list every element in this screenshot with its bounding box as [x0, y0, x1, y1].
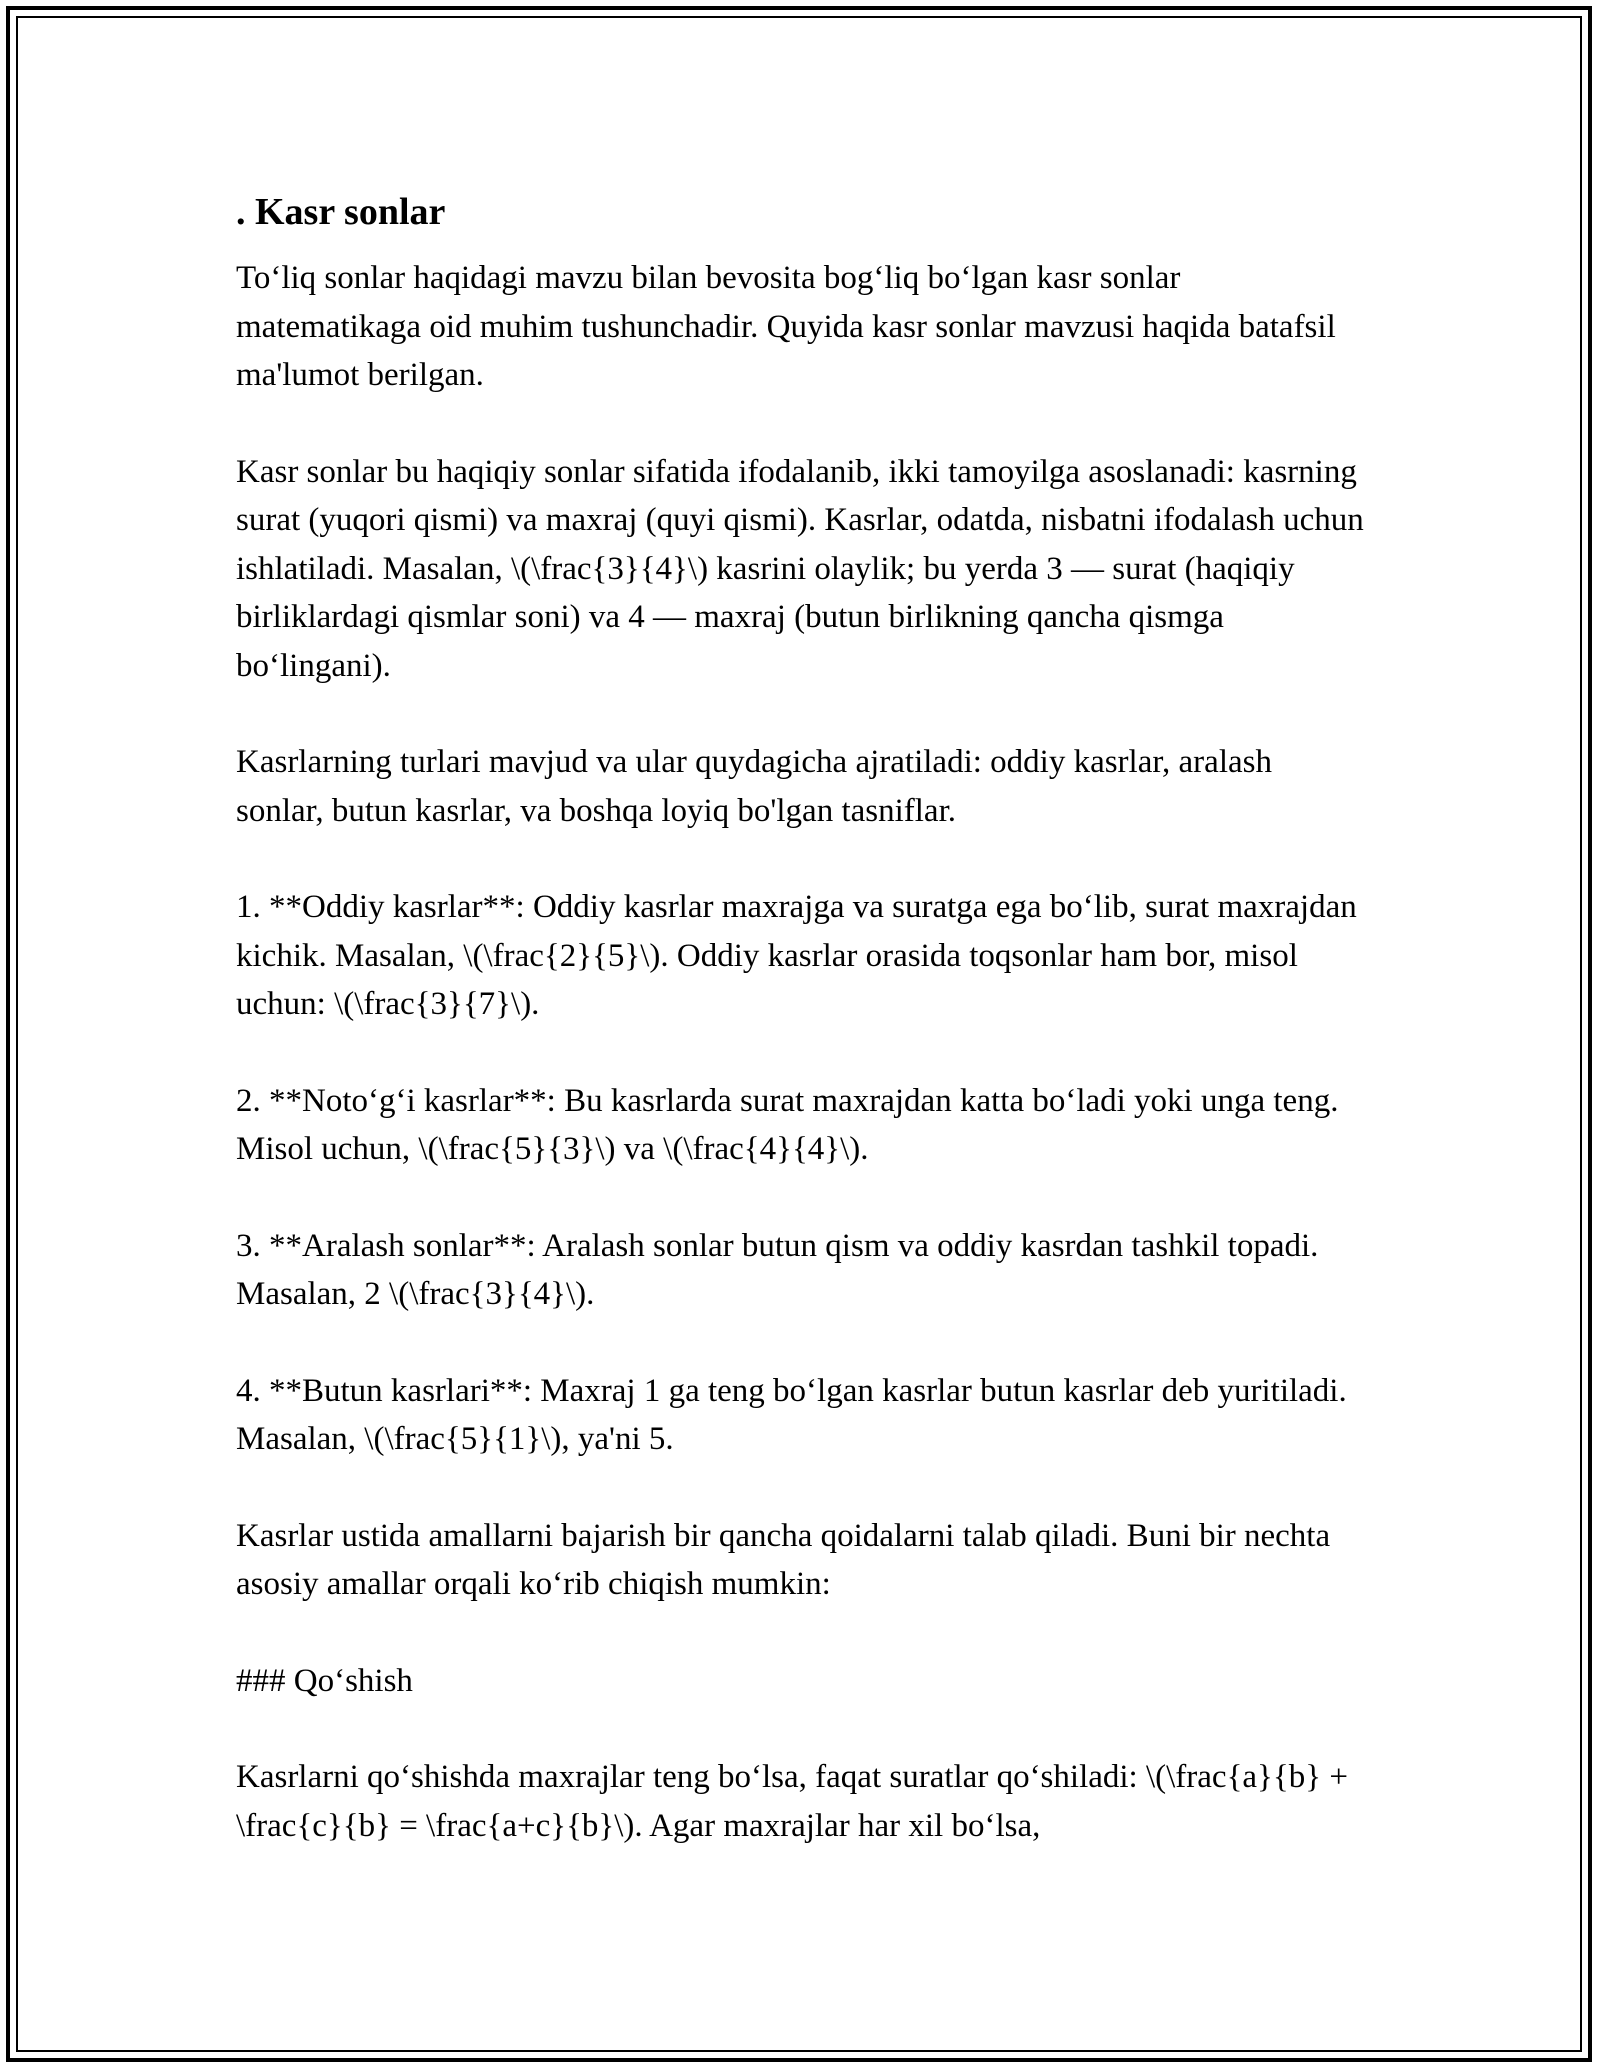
paragraph-improper-fractions: 2. **Noto‘g‘i kasrlar**: Bu kasrlarda surat maxrajdan katta bo‘ladi yoki unga teng. Misol uchun, \(\frac{5}{3}\) va \(\frac{4}{4}\).	[236, 1082, 1339, 1167]
paragraph-addition: Kasrlarni qo‘shishda maxrajlar teng bo‘lsa, faqat suratlar qo‘shiladi: \(\frac{a}{b} + \frac{c}{b} = \frac{a+c}{b}\). Agar maxrajlar har xil bo‘lsa,	[236, 1759, 1348, 1844]
paragraph-whole-fractions: 4. **Butun kasrlari**: Maxraj 1 ga teng bo‘lgan kasrlar butun kasrlar deb yuritiladi. Masalan, \(\frac{5}{1}\), ya'ni 5.	[236, 1372, 1347, 1457]
paragraph-intro: To‘liq sonlar haqidagi mavzu bilan bevosita bog‘liq bo‘lgan kasr sonlar matematikaga oid muhim tushunchadir. Quyida kasr sonlar mavzusi haqida batafsil ma'lumot berilgan.	[236, 260, 1336, 393]
paragraph-types: Kasrlarning turlari mavjud va ular quydagicha ajratiladi: oddiy kasrlar, aralash sonlar, butun kasrlar, va boshqa loyiq bo'lgan tasniflar.	[236, 744, 1272, 829]
paragraph-proper-fractions: 1. **Oddiy kasrlar**: Oddiy kasrlar maxrajga va suratga ega bo‘lib, surat maxrajdan kichik. Masalan, \(\frac{2}{5}\). Oddiy kasrlar orasida toqsonlar ham bor, misol uchun: \(\frac{3}{7}\).	[236, 889, 1357, 1022]
document-body	[236, 186, 1366, 1898]
paragraph-mixed-numbers: 3. **Aralash sonlar**: Aralash sonlar butun qism va oddiy kasrdan tashkil topadi. Masalan, 2 \(\frac{3}{4}\).	[236, 1227, 1319, 1312]
paragraph-operations: Kasrlar ustida amallarni bajarish bir qancha qoidalarni talab qiladi. Buni bir nechta asosiy amallar orqali ko‘rib chiqish mumkin:	[236, 1517, 1331, 1602]
subheading-addition: ### Qo‘shish	[236, 1662, 413, 1699]
document-heading: . Kasr sonlar	[236, 191, 446, 233]
paragraph-definition: Kasr sonlar bu haqiqiy sonlar sifatida ifodalanib, ikki tamoyilga asoslanadi: kasrning surat (yuqori qismi) va maxraj (quyi qismi). Kasrlar, odatda, nisbatni ifodalash uchun ishlatiladi. Masalan, \(\frac{3}{4}\) kasrini olaylik; bu yerda 3 — surat (haqiqiy birliklardagi qismlar soni) va 4 — maxraj (butun birlikning qancha qismga bo‘lingani).	[236, 453, 1364, 684]
